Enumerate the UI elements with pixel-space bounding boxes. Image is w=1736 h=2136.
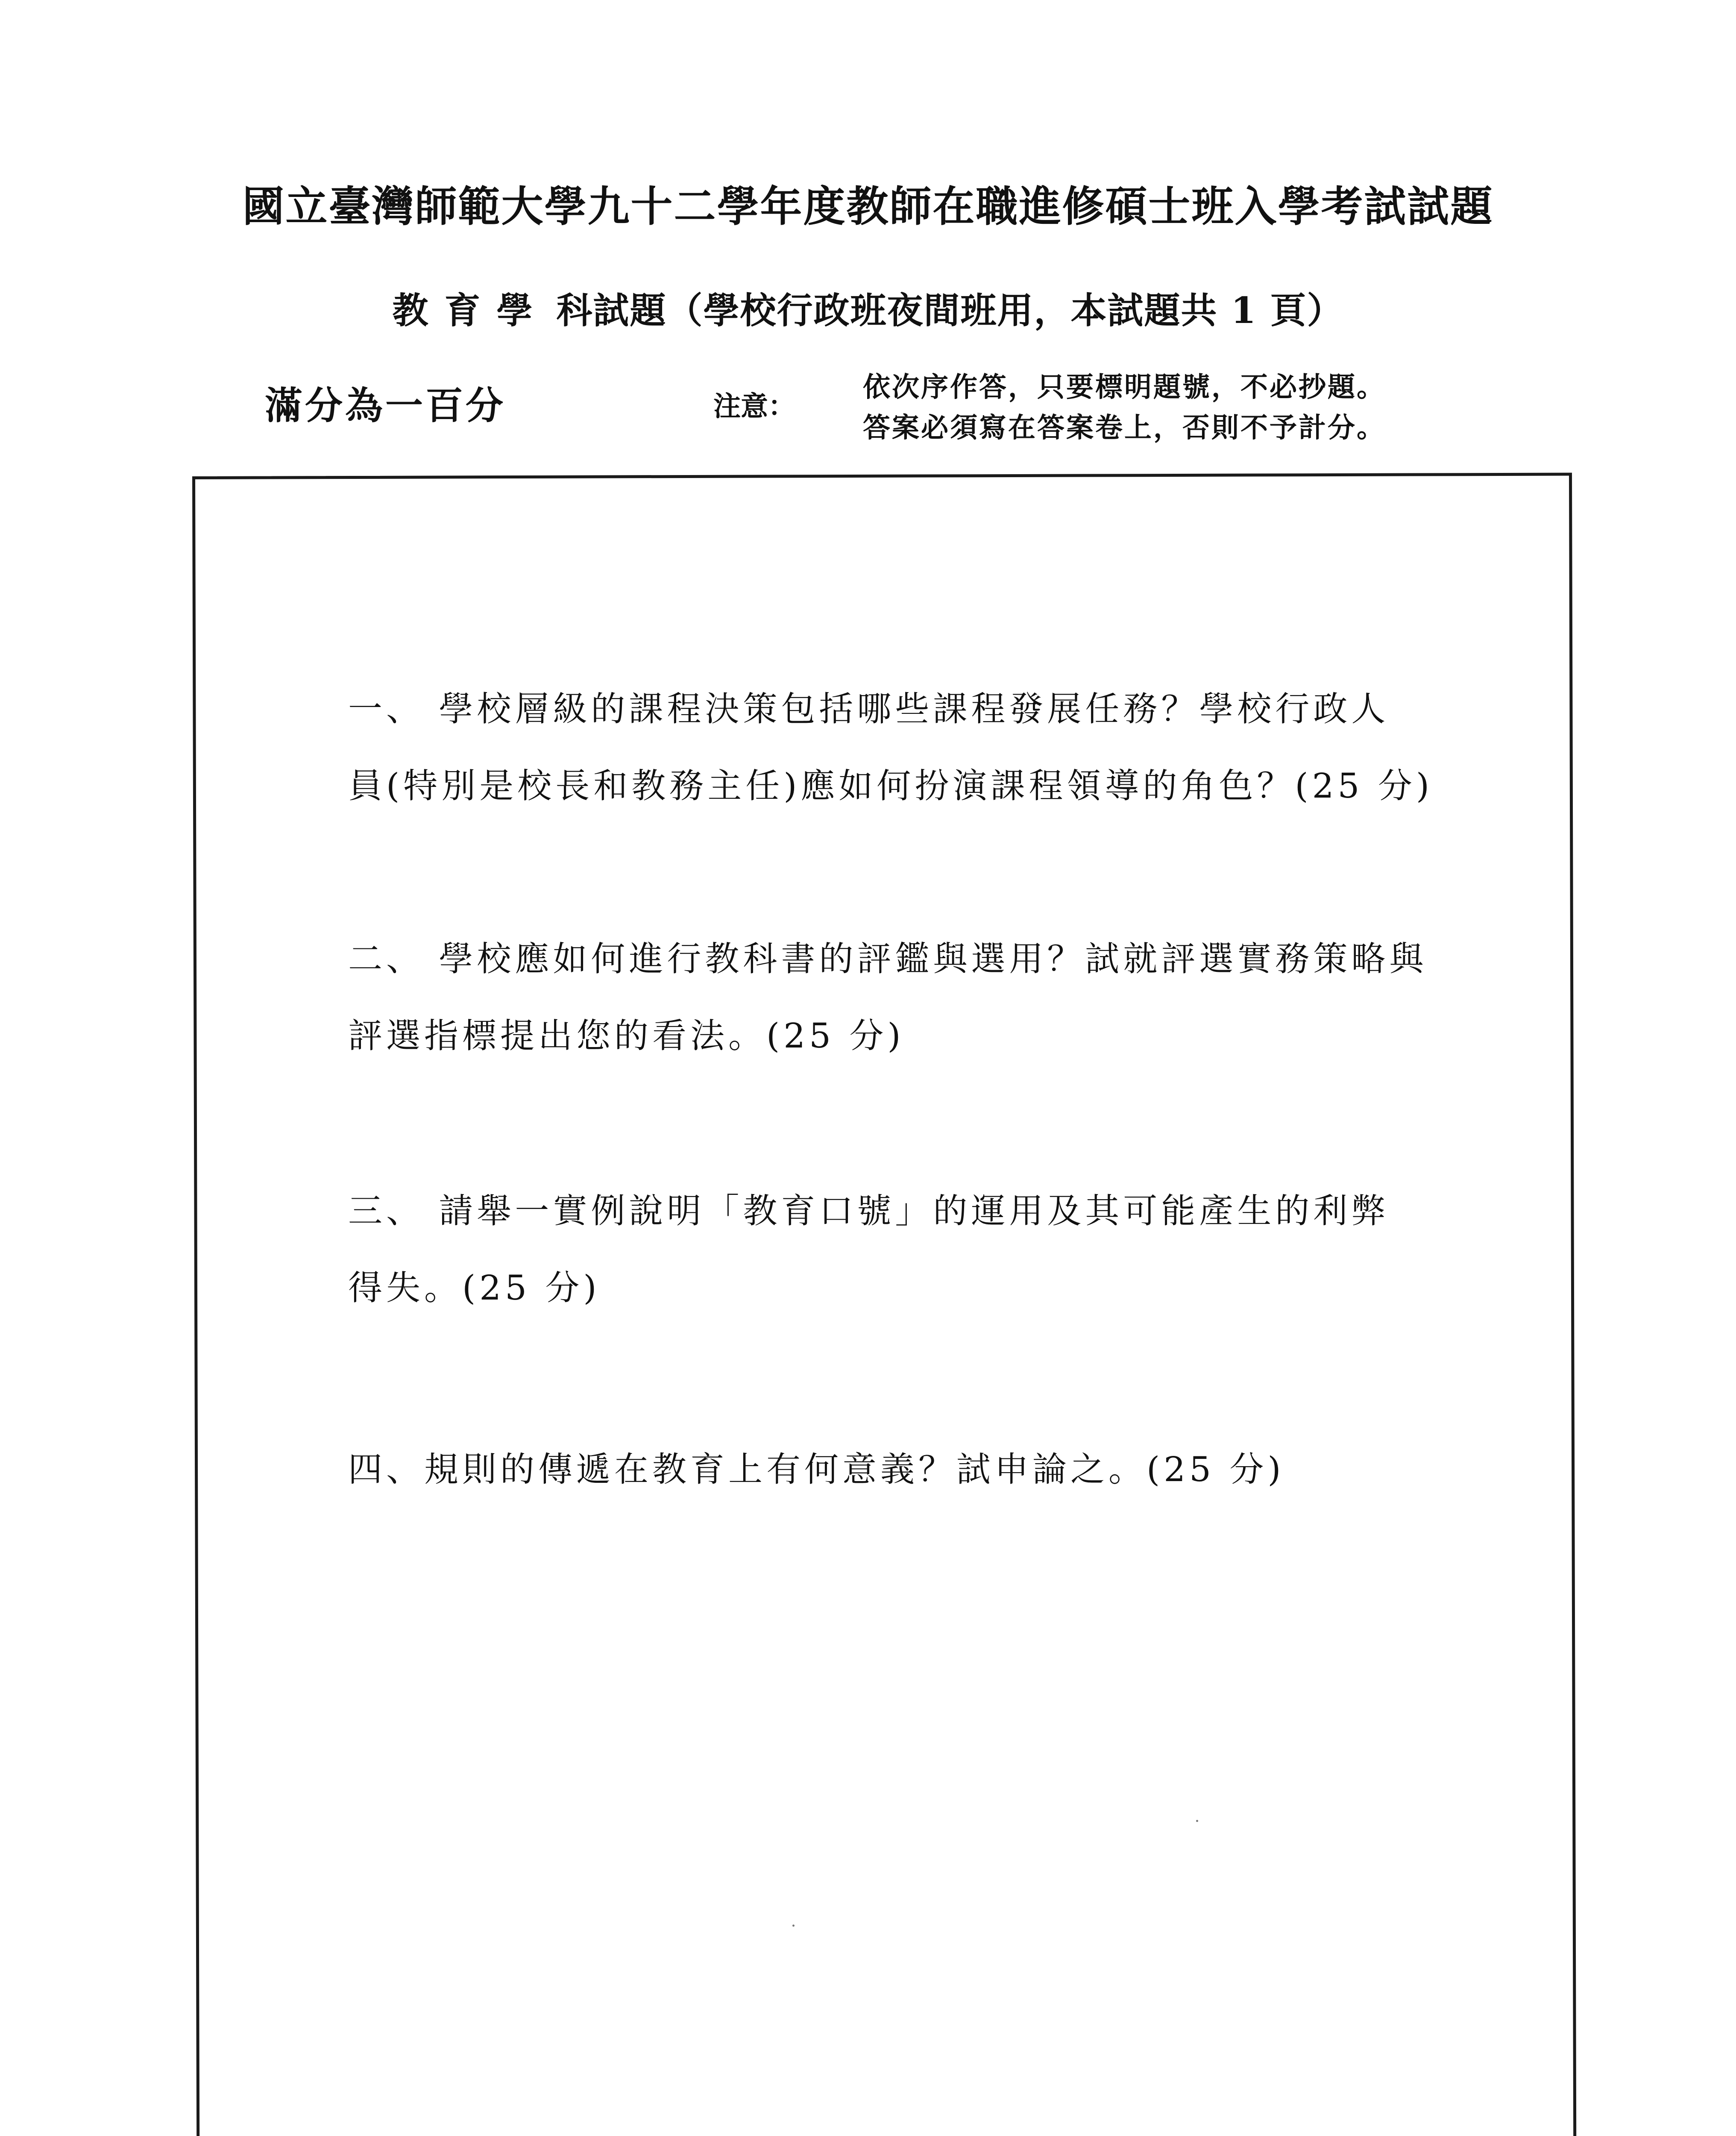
subtitle-detail: 科試題（學校行政班夜間班用，本試題共 1 頁） (556, 289, 1344, 332)
question-1-line-1: 一、 學校層級的課程決策包括哪些課程發展任務？學校行政人 (348, 689, 1390, 729)
question-1-line-2: 員(特別是校長和教務主任)應如何扮演課程領導的角色？(25 分) (348, 766, 1434, 806)
question-2-line-1: 二、 學校應如何進行教科書的評鑑與選用？試就評選實務策略與 (348, 939, 1428, 979)
notice-label: 注意： (713, 390, 795, 423)
scan-speck (1196, 1820, 1198, 1822)
question-3-line-1: 三、 請舉一實例說明「教育口號」的運用及其可能產生的利弊 (348, 1191, 1390, 1231)
question-4-line-1: 四、規則的傳遞在教育上有何意義？試申論之。(25 分) (348, 1449, 1285, 1489)
notice-line-2: 答案必須寫在答案卷上，否則不予計分。 (863, 412, 1386, 444)
subject-name: 教育學 (392, 289, 549, 332)
question-2-line-2: 評選指標提出您的看法。(25 分) (348, 1016, 905, 1056)
notice-line-1: 依次序作答，只要標明題號，不必抄題。 (863, 371, 1386, 403)
scan-speck (792, 1925, 795, 1927)
question-3-line-2: 得失。(25 分) (348, 1268, 601, 1308)
exam-subtitle (0, 282, 1736, 334)
full-score-note: 滿分為一百分 (265, 383, 506, 428)
exam-title: 國立臺灣師範大學九十二學年度教師在職進修碩士班入學考試試題 (242, 182, 1494, 231)
